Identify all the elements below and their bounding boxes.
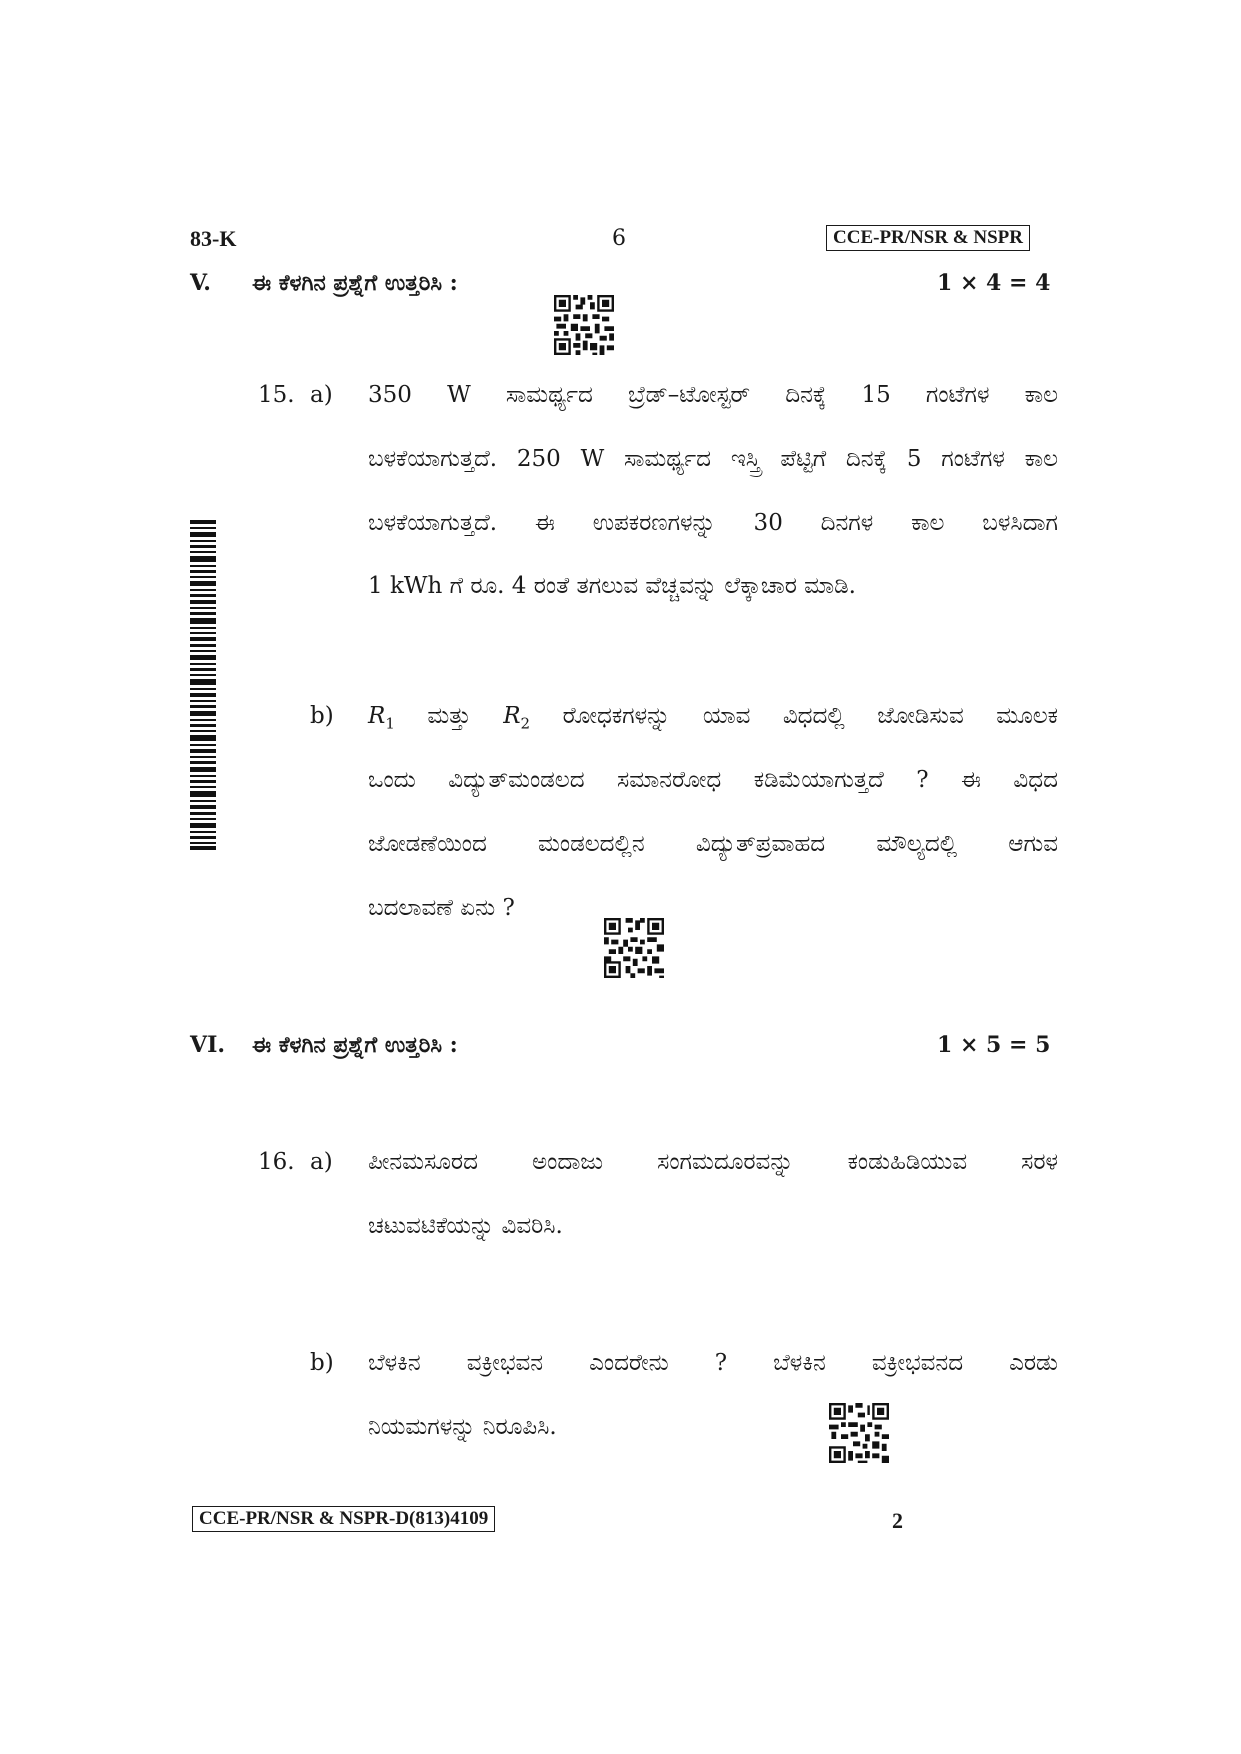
- footer-code: CCE-PR/NSR & NSPR-D(813)4109: [192, 1506, 495, 1532]
- section-v-label: V.: [190, 270, 211, 296]
- question-15a-line-4: 1 kWh ಗೆ ರೂ. 4 ರಂತೆ ತಗಲುವ ವೆಚ್ಚವನ್ನು ಲೆಕ್ಕಾಚಾರ ಮಾಡಿ.: [368, 573, 856, 599]
- paper-code: 83-K: [190, 226, 237, 251]
- question-15a-line-3: ಬಳಕೆಯಾಗುತ್ತದೆ. ಈ ಉಪಕರಣಗಳನ್ನು 30 ದಿನಗಳ ಕಾಲ ಬಳಸಿದಾಗ: [368, 510, 1058, 536]
- question-16a-line-1: ಪೀನಮಸೂರದ ಅಂದಾಜು ಸಂಗಮದೂರವನ್ನು ಕಂಡುಹಿಡಿಯುವ ಸರಳ: [368, 1149, 1058, 1175]
- question-15b-label: b): [310, 703, 334, 729]
- question-15a-label: a): [310, 382, 333, 408]
- question-15a-line-1: 350 W ಸಾಮರ್ಥ್ಯದ ಬ್ರೆಡ್–ಟೋಸ್ಟರ್ ದಿನಕ್ಕೆ 15 ಗಂಟೆಗಳ ಕಾಲ: [368, 382, 1058, 408]
- question-15b-line-1-rest: ರೋಧಕಗಳನ್ನು ಯಾವ ವಿಧದಲ್ಲಿ ಜೋಡಿಸುವ ಮೂಲಕ: [562, 703, 1059, 729]
- section-v-instruction: ಈ ಕೆಳಗಿನ ಪ್ರಶ್ನೆಗೆ ಉತ್ತರಿಸಿ :: [252, 270, 458, 296]
- qr-code-icon: [604, 918, 664, 978]
- section-vi-instruction: ಈ ಕೆಳಗಿನ ಪ್ರಶ್ನೆಗೆ ಉತ್ತರಿಸಿ :: [252, 1032, 458, 1058]
- question-16-number: 16.: [258, 1149, 295, 1175]
- section-v-marks: 1 × 4 = 4: [937, 270, 1051, 296]
- sheet-number: 2: [892, 1508, 903, 1533]
- question-15b-line-3: ಜೋಡಣೆಯಿಂದ ಮಂಡಲದಲ್ಲಿನ ವಿದ್ಯುತ್‌ಪ್ರವಾಹದ ಮೌಲ್ಯದಲ್ಲಿ ಆಗುವ: [368, 831, 1058, 857]
- question-16b-label: b): [310, 1350, 334, 1376]
- question-16a-label: a): [310, 1149, 333, 1175]
- question-15b-line-4: ಬದಲಾವಣೆ ಏನು ?: [368, 895, 515, 921]
- section-vi-marks: 1 × 5 = 5: [937, 1032, 1051, 1058]
- question-15-number: 15.: [258, 382, 295, 408]
- question-16a-line-2: ಚಟುವಟಿಕೆಯನ್ನು ವಿವರಿಸಿ.: [368, 1213, 563, 1239]
- question-16b-line-1: ಬೆಳಕಿನ ವಕ್ರೀಭವನ ಎಂದರೇನು ? ಬೆಳಕಿನ ವಕ್ರೀಭವನದ ಎರಡು: [368, 1350, 1058, 1376]
- qr-code-icon: [554, 295, 614, 355]
- question-15b-line-1: [368, 703, 1058, 733]
- resistor-r2-symbol: R: [503, 703, 521, 729]
- series-code: CCE-PR/NSR & NSPR: [826, 225, 1030, 251]
- page-number: 6: [612, 226, 626, 251]
- question-15b-line-2: ಒಂದು ವಿದ್ಯುತ್‌ಮಂಡಲದ ಸಮಾನರೋಧ ಕಡಿಮೆಯಾಗುತ್ತದೆ ? ಈ ವಿಧದ: [368, 767, 1058, 793]
- resistor-r2-subscript: 2: [520, 714, 531, 733]
- conjunction-text: ಮತ್ತು: [427, 703, 471, 729]
- resistor-r1-symbol: R: [368, 703, 386, 729]
- qr-code-icon: [829, 1403, 889, 1463]
- resistor-r1-subscript: 1: [385, 714, 395, 733]
- section-vi-label: VI.: [190, 1032, 226, 1058]
- barcode-icon: [190, 520, 216, 850]
- question-15a-line-2: ಬಳಕೆಯಾಗುತ್ತದೆ. 250 W ಸಾಮರ್ಥ್ಯದ ಇಸ್ತ್ರಿ ಪೆಟ್ಟಿಗೆ ದಿನಕ್ಕೆ 5 ಗಂಟೆಗಳ ಕಾಲ: [368, 446, 1058, 472]
- question-16b-line-2: ನಿಯಮಗಳನ್ನು ನಿರೂಪಿಸಿ.: [368, 1414, 557, 1440]
